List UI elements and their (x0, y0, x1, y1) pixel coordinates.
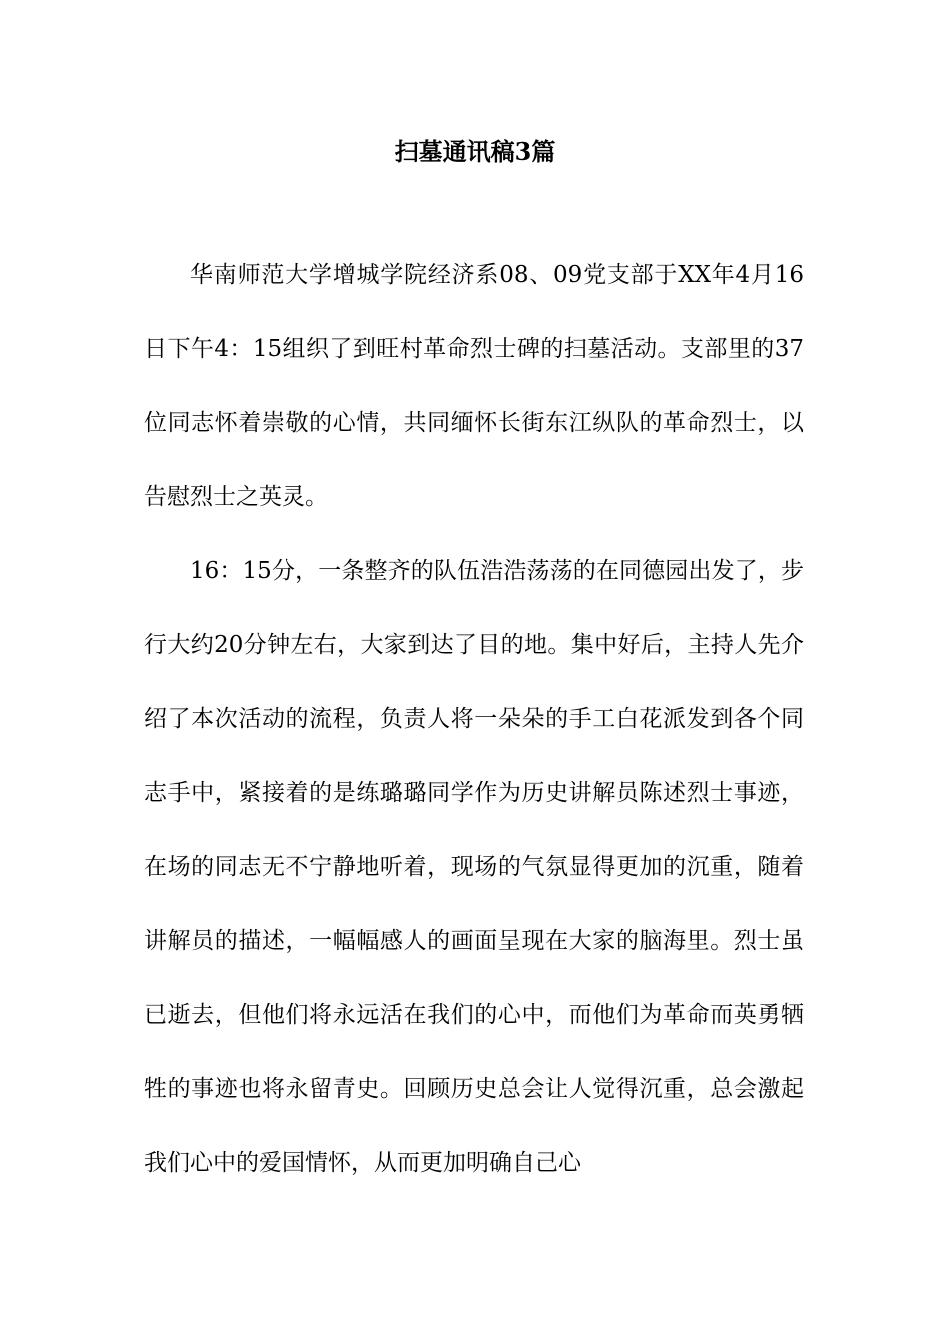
paragraph-2: 16：15分，一条整齐的队伍浩浩荡荡的在同德园出发了，步行大约20分钟左右，大家到达了目的地。集中好后，主持人先介绍了本次活动的流程，负责人将一朵朵的手工白花派发到各个同志手中，紧接着的是练璐璐同学作为历史讲解员陈述烈士事迹，在场的同志无不宁静地听着，现场的气氛显得更加的沉重，随着讲解员的描述，一幅幅感人的画面呈现在大家的脑海里。烈士虽已逝去，但他们将永远活在我们的心中，而他们为革命而英勇牺牲的事迹也将永留青史。回顾历史总会让人觉得沉重，总会激起我们心中的爱国情怀，从而更加明确自己心 (144, 558, 804, 1176)
document-title: 扫墓通讯稿3篇 (394, 137, 556, 166)
paragraph-1: 华南师范大学增城学院经济系08、09党支部于XX年4月16日下午4：15组织了到旺村革命烈士碑的扫墓活动。支部里的37位同志怀着崇敬的心情，共同缅怀长街东江纵队的革命烈士，以告慰烈士之英灵。 (144, 262, 804, 510)
document-body (144, 238, 804, 1200)
